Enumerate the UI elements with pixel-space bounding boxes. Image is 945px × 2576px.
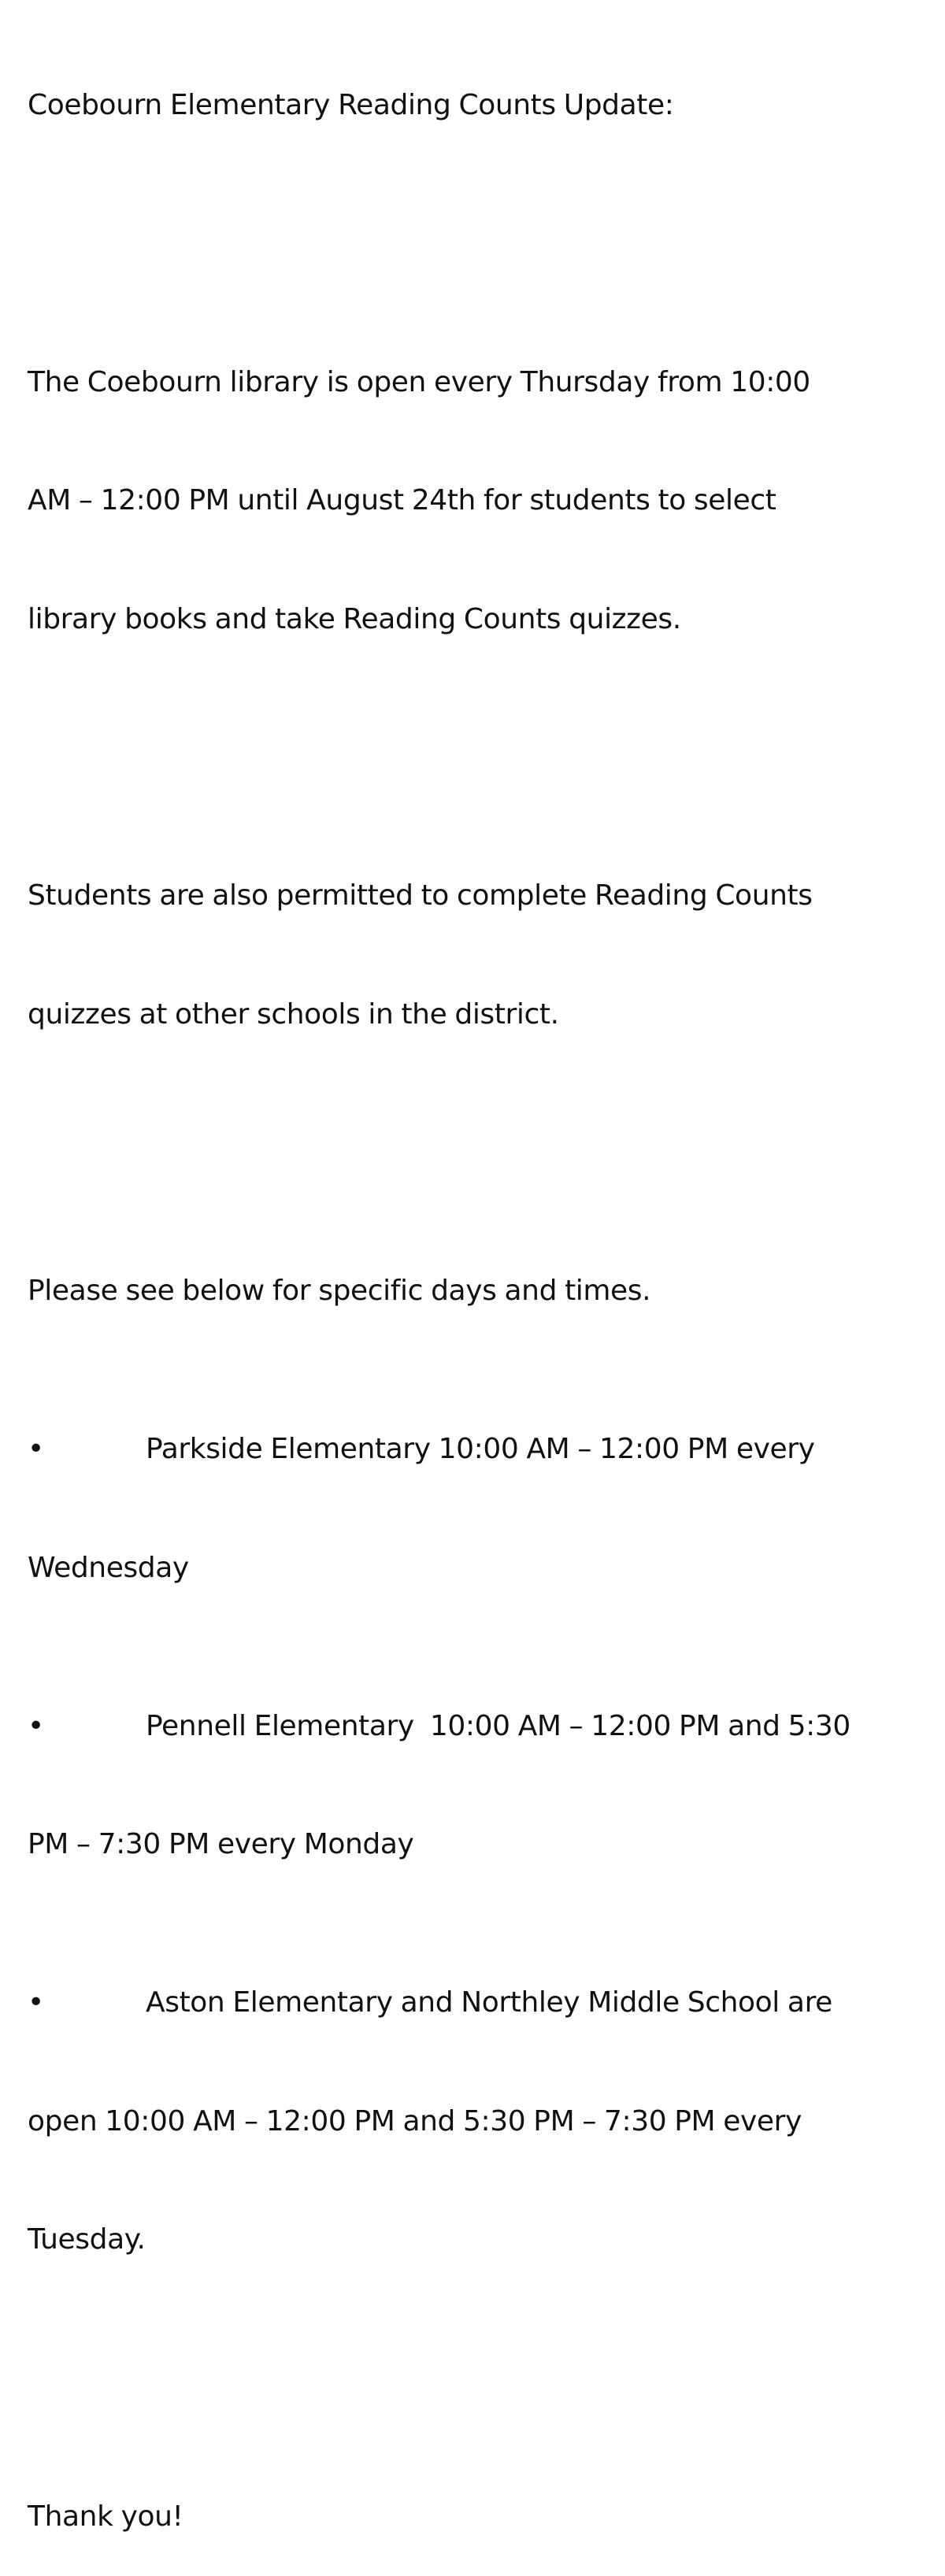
blank-line bbox=[28, 1114, 933, 1153]
bullet-icon: • bbox=[28, 1709, 44, 1742]
list-item-pennell bbox=[28, 1707, 933, 1746]
list-item-aston-northley bbox=[28, 1983, 933, 2023]
note-body bbox=[28, 7, 933, 2576]
para2-line2: quizzes at other schools in the district. bbox=[28, 998, 559, 1031]
note-title: Coebourn Elementary Reading Counts Update: bbox=[28, 89, 674, 122]
parkside-first: Parkside Elementary 10:00 AM – 12:00 PM every bbox=[146, 1433, 815, 1466]
para1-line1: The Coebourn library is open every Thursday from 10:00 bbox=[28, 365, 810, 398]
blank-line bbox=[28, 205, 933, 244]
para1-line3: library books and take Reading Counts quizzes. bbox=[28, 603, 681, 636]
para1-line2: AM – 12:00 PM until August 24th for students to select bbox=[28, 484, 776, 517]
closing-text: Thank you! bbox=[28, 2500, 183, 2533]
bullet-icon: • bbox=[28, 1433, 44, 1466]
pennell-first: Pennell Elementary 10:00 AM – 12:00 PM and 5:30 bbox=[146, 1709, 850, 1742]
list-item-parkside bbox=[28, 1430, 933, 1469]
pennell-rest: PM – 7:30 PM every Monday bbox=[28, 1828, 414, 1861]
para2-line1: Students are also permitted to complete Reading Counts bbox=[28, 879, 813, 912]
aston-first: Aston Elementary and Northley Middle School are bbox=[146, 1986, 832, 2019]
bullet-icon: • bbox=[28, 1986, 44, 2019]
aston-rest: open 10:00 AM – 12:00 PM and 5:30 PM – 7:30 PM every bbox=[28, 2104, 802, 2137]
blank-line bbox=[28, 719, 933, 758]
aston-rest2: Tuesday. bbox=[28, 2223, 146, 2256]
parkside-rest: Wednesday bbox=[28, 1551, 189, 1584]
blank-line bbox=[28, 2339, 933, 2378]
schedule-intro: Please see below for specific days and times. bbox=[28, 1275, 651, 1308]
